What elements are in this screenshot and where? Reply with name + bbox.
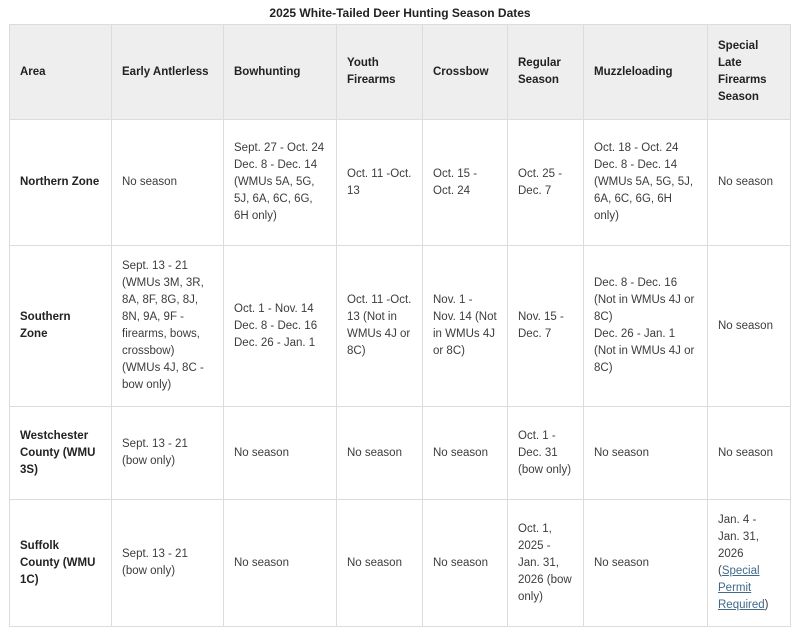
crossbow-cell bbox=[423, 246, 508, 407]
crossbow-cell bbox=[423, 407, 508, 500]
cell-text: No season bbox=[718, 446, 773, 459]
cell-text: Oct. 1 - Nov. 14 bbox=[234, 302, 314, 315]
cell-text: Oct. 11 -Oct. 13 (Not in WMUs 4J or 8C) bbox=[347, 294, 412, 357]
cell-text: Sept. 13 - 21 (bow only) bbox=[122, 548, 188, 577]
cell-text: No season bbox=[234, 446, 289, 459]
special-late-cell bbox=[708, 120, 791, 246]
youth-firearms-cell bbox=[337, 120, 423, 246]
cell-text: Dec. 8 - Dec. 14 (WMUs 5A, 5G, 5J, 6A, 6C, 6G, 6H only) bbox=[594, 159, 694, 222]
area-cell: Suffolk County (WMU 1C) bbox=[10, 500, 112, 627]
cell-text: No season bbox=[347, 556, 402, 569]
cell-text: No season bbox=[433, 556, 488, 569]
area-cell: Northern Zone bbox=[10, 120, 112, 246]
paren-close: ) bbox=[764, 599, 769, 611]
crossbow-cell bbox=[423, 120, 508, 246]
cell-text: Oct. 1 - Dec. 31 (bow only) bbox=[518, 429, 572, 476]
cell-text: No season bbox=[718, 176, 773, 188]
header-row bbox=[10, 25, 791, 120]
cell-text: Nov. 15 - Dec. 7 bbox=[518, 311, 564, 340]
cell-text: No season bbox=[594, 556, 649, 569]
cell-text: Oct. 1, 2025 - Jan. 31, 2026 (bow only) bbox=[518, 522, 572, 603]
cell-text: Dec. 26 - Jan. 1 bbox=[234, 336, 316, 349]
youth-firearms-cell bbox=[337, 407, 423, 500]
special-permit-required-link[interactable]: Special Permit Required bbox=[718, 565, 765, 611]
cell-text: Sept. 13 - 21 (bow only) bbox=[122, 438, 188, 467]
season-dates-table bbox=[9, 24, 791, 627]
cell-text: No season bbox=[594, 446, 649, 459]
early-antlerless-cell bbox=[112, 500, 224, 627]
page-title: 2025 White-Tailed Deer Hunting Season Dates bbox=[269, 6, 531, 20]
cell-text: No season bbox=[718, 319, 773, 332]
regular-season-cell bbox=[508, 500, 584, 627]
column-header-crossbow: Crossbow bbox=[423, 25, 508, 120]
column-header-muzzleloading: Muzzleloading bbox=[584, 25, 708, 120]
cell-text: Sept. 13 - 21 (WMUs 3M, 3R, 8A, 8F, 8G, 8J, 8N, 9A, 9F - firearms, bows, crossbow) (WMUs 4J, 8C - bow only) bbox=[122, 260, 204, 391]
crossbow-cell bbox=[423, 500, 508, 627]
area-cell: Westchester County (WMU 3S) bbox=[10, 407, 112, 500]
column-header-bowhunting: Bowhunting bbox=[224, 25, 337, 120]
youth-firearms-cell bbox=[337, 246, 423, 407]
column-header-special-late-firearms: Special Late Firearms Season bbox=[708, 25, 791, 120]
bowhunting-cell bbox=[224, 246, 337, 407]
cell-text: Dec. 8 - Dec. 16 (Not in WMUs 4J or 8C) bbox=[594, 277, 695, 323]
bowhunting-cell bbox=[224, 500, 337, 627]
cell-text: No season bbox=[433, 446, 488, 459]
column-header-area: Area bbox=[10, 25, 112, 120]
table-row bbox=[10, 407, 791, 500]
column-header-youth-firearms: Youth Firearms bbox=[337, 25, 423, 120]
cell-text: No season bbox=[347, 446, 402, 459]
cell-text: Oct. 18 - Oct. 24 bbox=[594, 142, 679, 154]
cell-text: No season bbox=[122, 176, 177, 188]
special-late-cell bbox=[708, 500, 791, 627]
early-antlerless-cell bbox=[112, 120, 224, 246]
bowhunting-cell bbox=[224, 407, 337, 500]
area-cell: Southern Zone bbox=[10, 246, 112, 407]
table-row bbox=[10, 120, 791, 246]
cell-text: Nov. 1 - Nov. 14 (Not in WMUs 4J or 8C) bbox=[433, 294, 497, 357]
muzzleloading-cell bbox=[584, 407, 708, 500]
column-header-early-antlerless: Early Antlerless bbox=[112, 25, 224, 120]
cell-text: Dec. 8 - Dec. 16 bbox=[234, 319, 318, 332]
cell-text: Dec. 26 - Jan. 1 (Not in WMUs 4J or 8C) bbox=[594, 328, 695, 374]
cell-text: Sept. 27 - Oct. 24 bbox=[234, 142, 325, 154]
table-row bbox=[10, 500, 791, 627]
special-late-cell bbox=[708, 246, 791, 407]
special-late-cell bbox=[708, 407, 791, 500]
regular-season-cell bbox=[508, 246, 584, 407]
early-antlerless-cell bbox=[112, 407, 224, 500]
table-row bbox=[10, 246, 791, 407]
cell-text: Oct. 11 -Oct. 13 bbox=[347, 167, 412, 197]
cell-text: Oct. 25 - Dec. 7 bbox=[518, 167, 563, 197]
cell-text: Oct. 15 - Oct. 24 bbox=[433, 167, 478, 197]
muzzleloading-cell bbox=[584, 500, 708, 627]
muzzleloading-cell bbox=[584, 246, 708, 407]
cell-text: No season bbox=[234, 556, 289, 569]
paren-open: ( bbox=[718, 565, 722, 577]
column-header-regular-season: Regular Season bbox=[508, 25, 584, 120]
early-antlerless-cell bbox=[112, 246, 224, 407]
cell-text: Dec. 8 - Dec. 14 (WMUs 5A, 5G, 5J, 6A, 6C, 6G, 6H only) bbox=[234, 159, 318, 222]
cell-text: Jan. 4 - Jan. 31, 2026 bbox=[718, 514, 759, 560]
youth-firearms-cell bbox=[337, 500, 423, 627]
regular-season-cell bbox=[508, 407, 584, 500]
muzzleloading-cell bbox=[584, 120, 708, 246]
bowhunting-cell bbox=[224, 120, 337, 246]
regular-season-cell bbox=[508, 120, 584, 246]
